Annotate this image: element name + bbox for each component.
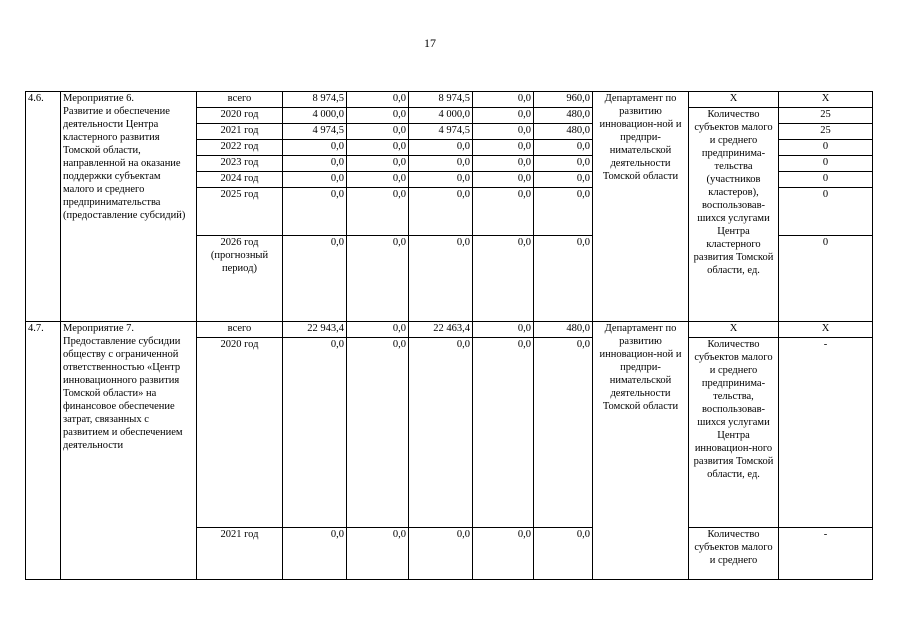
indicator-value-cell: 0: [779, 188, 873, 236]
row-number: 4.6.: [26, 92, 61, 322]
indicator-value-cell: 0: [779, 156, 873, 172]
municipal-cell: 0,0: [473, 236, 534, 322]
extra-cell: 0,0: [534, 172, 593, 188]
department-cell: Департамент по развитию инновацион-ной и предпри-нимательской деятельности Томской области: [593, 92, 689, 322]
measure-cell: [61, 92, 197, 322]
municipal-cell: 0,0: [473, 172, 534, 188]
program-table: [25, 91, 873, 580]
indicator-value-cell: -: [779, 528, 873, 580]
regional-cell: 0,0: [409, 236, 473, 322]
municipal-cell: 0,0: [473, 108, 534, 124]
indicator-value-cell: 0: [779, 172, 873, 188]
indicator-name-cell: Количество субъектов малого и среднего предпринима-тельства (участников кластеров), воспользовав-шихся услугами Центра кластерного развития Томской области, ед.: [689, 108, 779, 322]
total-cell: 22 943,4: [283, 322, 347, 338]
regional-cell: 4 974,5: [409, 124, 473, 140]
total-cell: 0,0: [283, 338, 347, 528]
municipal-cell: 0,0: [473, 322, 534, 338]
federal-cell: 0,0: [347, 236, 409, 322]
year-cell: 2024 год: [197, 172, 283, 188]
total-cell: 4 974,5: [283, 124, 347, 140]
page-number: 17: [424, 36, 436, 50]
regional-cell: 0,0: [409, 140, 473, 156]
federal-cell: 0,0: [347, 108, 409, 124]
indicator-value-cell: 25: [779, 124, 873, 140]
municipal-cell: 0,0: [473, 188, 534, 236]
measure-description: Развитие и обеспечение деятельности Центра кластерного развития Томской области, направленной на оказание поддержки субъектам малого и среднего предпринимательства (предоставление субсидий): [63, 106, 186, 221]
municipal-cell: 0,0: [473, 140, 534, 156]
indicator-value-cell: 0: [779, 236, 873, 322]
federal-cell: 0,0: [347, 140, 409, 156]
regional-cell: 0,0: [409, 338, 473, 528]
total-cell: 0,0: [283, 156, 347, 172]
federal-cell: 0,0: [347, 124, 409, 140]
regional-cell: 22 463,4: [409, 322, 473, 338]
measure-title: Мероприятие 6.: [63, 93, 135, 104]
federal-cell: 0,0: [347, 338, 409, 528]
year-cell: 2021 год: [197, 528, 283, 580]
year-cell: 2020 год: [197, 108, 283, 124]
total-cell: 0,0: [283, 188, 347, 236]
indicator-value-cell: -: [779, 338, 873, 528]
regional-cell: 0,0: [409, 172, 473, 188]
regional-cell: 0,0: [409, 188, 473, 236]
total-cell: 0,0: [283, 140, 347, 156]
year-cell: всего: [197, 92, 283, 108]
row-number: 4.7.: [26, 322, 61, 580]
extra-cell: 960,0: [534, 92, 593, 108]
extra-cell: 0,0: [534, 140, 593, 156]
federal-cell: 0,0: [347, 172, 409, 188]
year-cell: 2022 год: [197, 140, 283, 156]
total-cell: 0,0: [283, 528, 347, 580]
regional-cell: 0,0: [409, 156, 473, 172]
extra-cell: 480,0: [534, 124, 593, 140]
total-cell: 4 000,0: [283, 108, 347, 124]
municipal-cell: 0,0: [473, 92, 534, 108]
extra-cell: 0,0: [534, 156, 593, 172]
federal-cell: 0,0: [347, 322, 409, 338]
municipal-cell: 0,0: [473, 528, 534, 580]
municipal-cell: 0,0: [473, 338, 534, 528]
indicator-name-cell: Х: [689, 92, 779, 108]
regional-cell: 8 974,5: [409, 92, 473, 108]
federal-cell: 0,0: [347, 92, 409, 108]
year-cell: 2021 год: [197, 124, 283, 140]
year-cell: всего: [197, 322, 283, 338]
indicator-name-cell: Х: [689, 322, 779, 338]
indicator-value-cell: 0: [779, 140, 873, 156]
year-cell: 2026 год (прогнозный период): [197, 236, 283, 322]
total-cell: 0,0: [283, 172, 347, 188]
municipal-cell: 0,0: [473, 124, 534, 140]
table-row: [26, 322, 873, 338]
municipal-cell: 0,0: [473, 156, 534, 172]
table-row: [26, 92, 873, 108]
indicator-value-cell: 25: [779, 108, 873, 124]
year-cell: 2025 год: [197, 188, 283, 236]
extra-cell: 0,0: [534, 188, 593, 236]
extra-cell: 0,0: [534, 338, 593, 528]
federal-cell: 0,0: [347, 156, 409, 172]
measure-cell: [61, 322, 197, 580]
federal-cell: 0,0: [347, 528, 409, 580]
indicator-value-cell: Х: [779, 92, 873, 108]
total-cell: 8 974,5: [283, 92, 347, 108]
year-cell: 2023 год: [197, 156, 283, 172]
extra-cell: 480,0: [534, 322, 593, 338]
regional-cell: 0,0: [409, 528, 473, 580]
measure-description: Предоставление субсидии обществу с ограниченной ответственностью «Центр инновационного развития Томской области» на финансовое обеспечение затрат, связанных с развитием и обеспечением деятельности: [63, 336, 183, 451]
regional-cell: 4 000,0: [409, 108, 473, 124]
measure-title: Мероприятие 7.: [63, 323, 135, 334]
extra-cell: 480,0: [534, 108, 593, 124]
federal-cell: 0,0: [347, 188, 409, 236]
indicator-name-cell: Количество субъектов малого и среднего: [689, 528, 779, 580]
total-cell: 0,0: [283, 236, 347, 322]
department-cell: Департамент по развитию инновацион-ной и предпри-нимательской деятельности Томской области: [593, 322, 689, 580]
extra-cell: 0,0: [534, 236, 593, 322]
indicator-name-cell: Количество субъектов малого и среднего предпринима-тельства, воспользовав-шихся услугами Центра инновацион-ного развития Томской области, ед.: [689, 338, 779, 528]
indicator-value-cell: Х: [779, 322, 873, 338]
extra-cell: 0,0: [534, 528, 593, 580]
year-cell: 2020 год: [197, 338, 283, 528]
